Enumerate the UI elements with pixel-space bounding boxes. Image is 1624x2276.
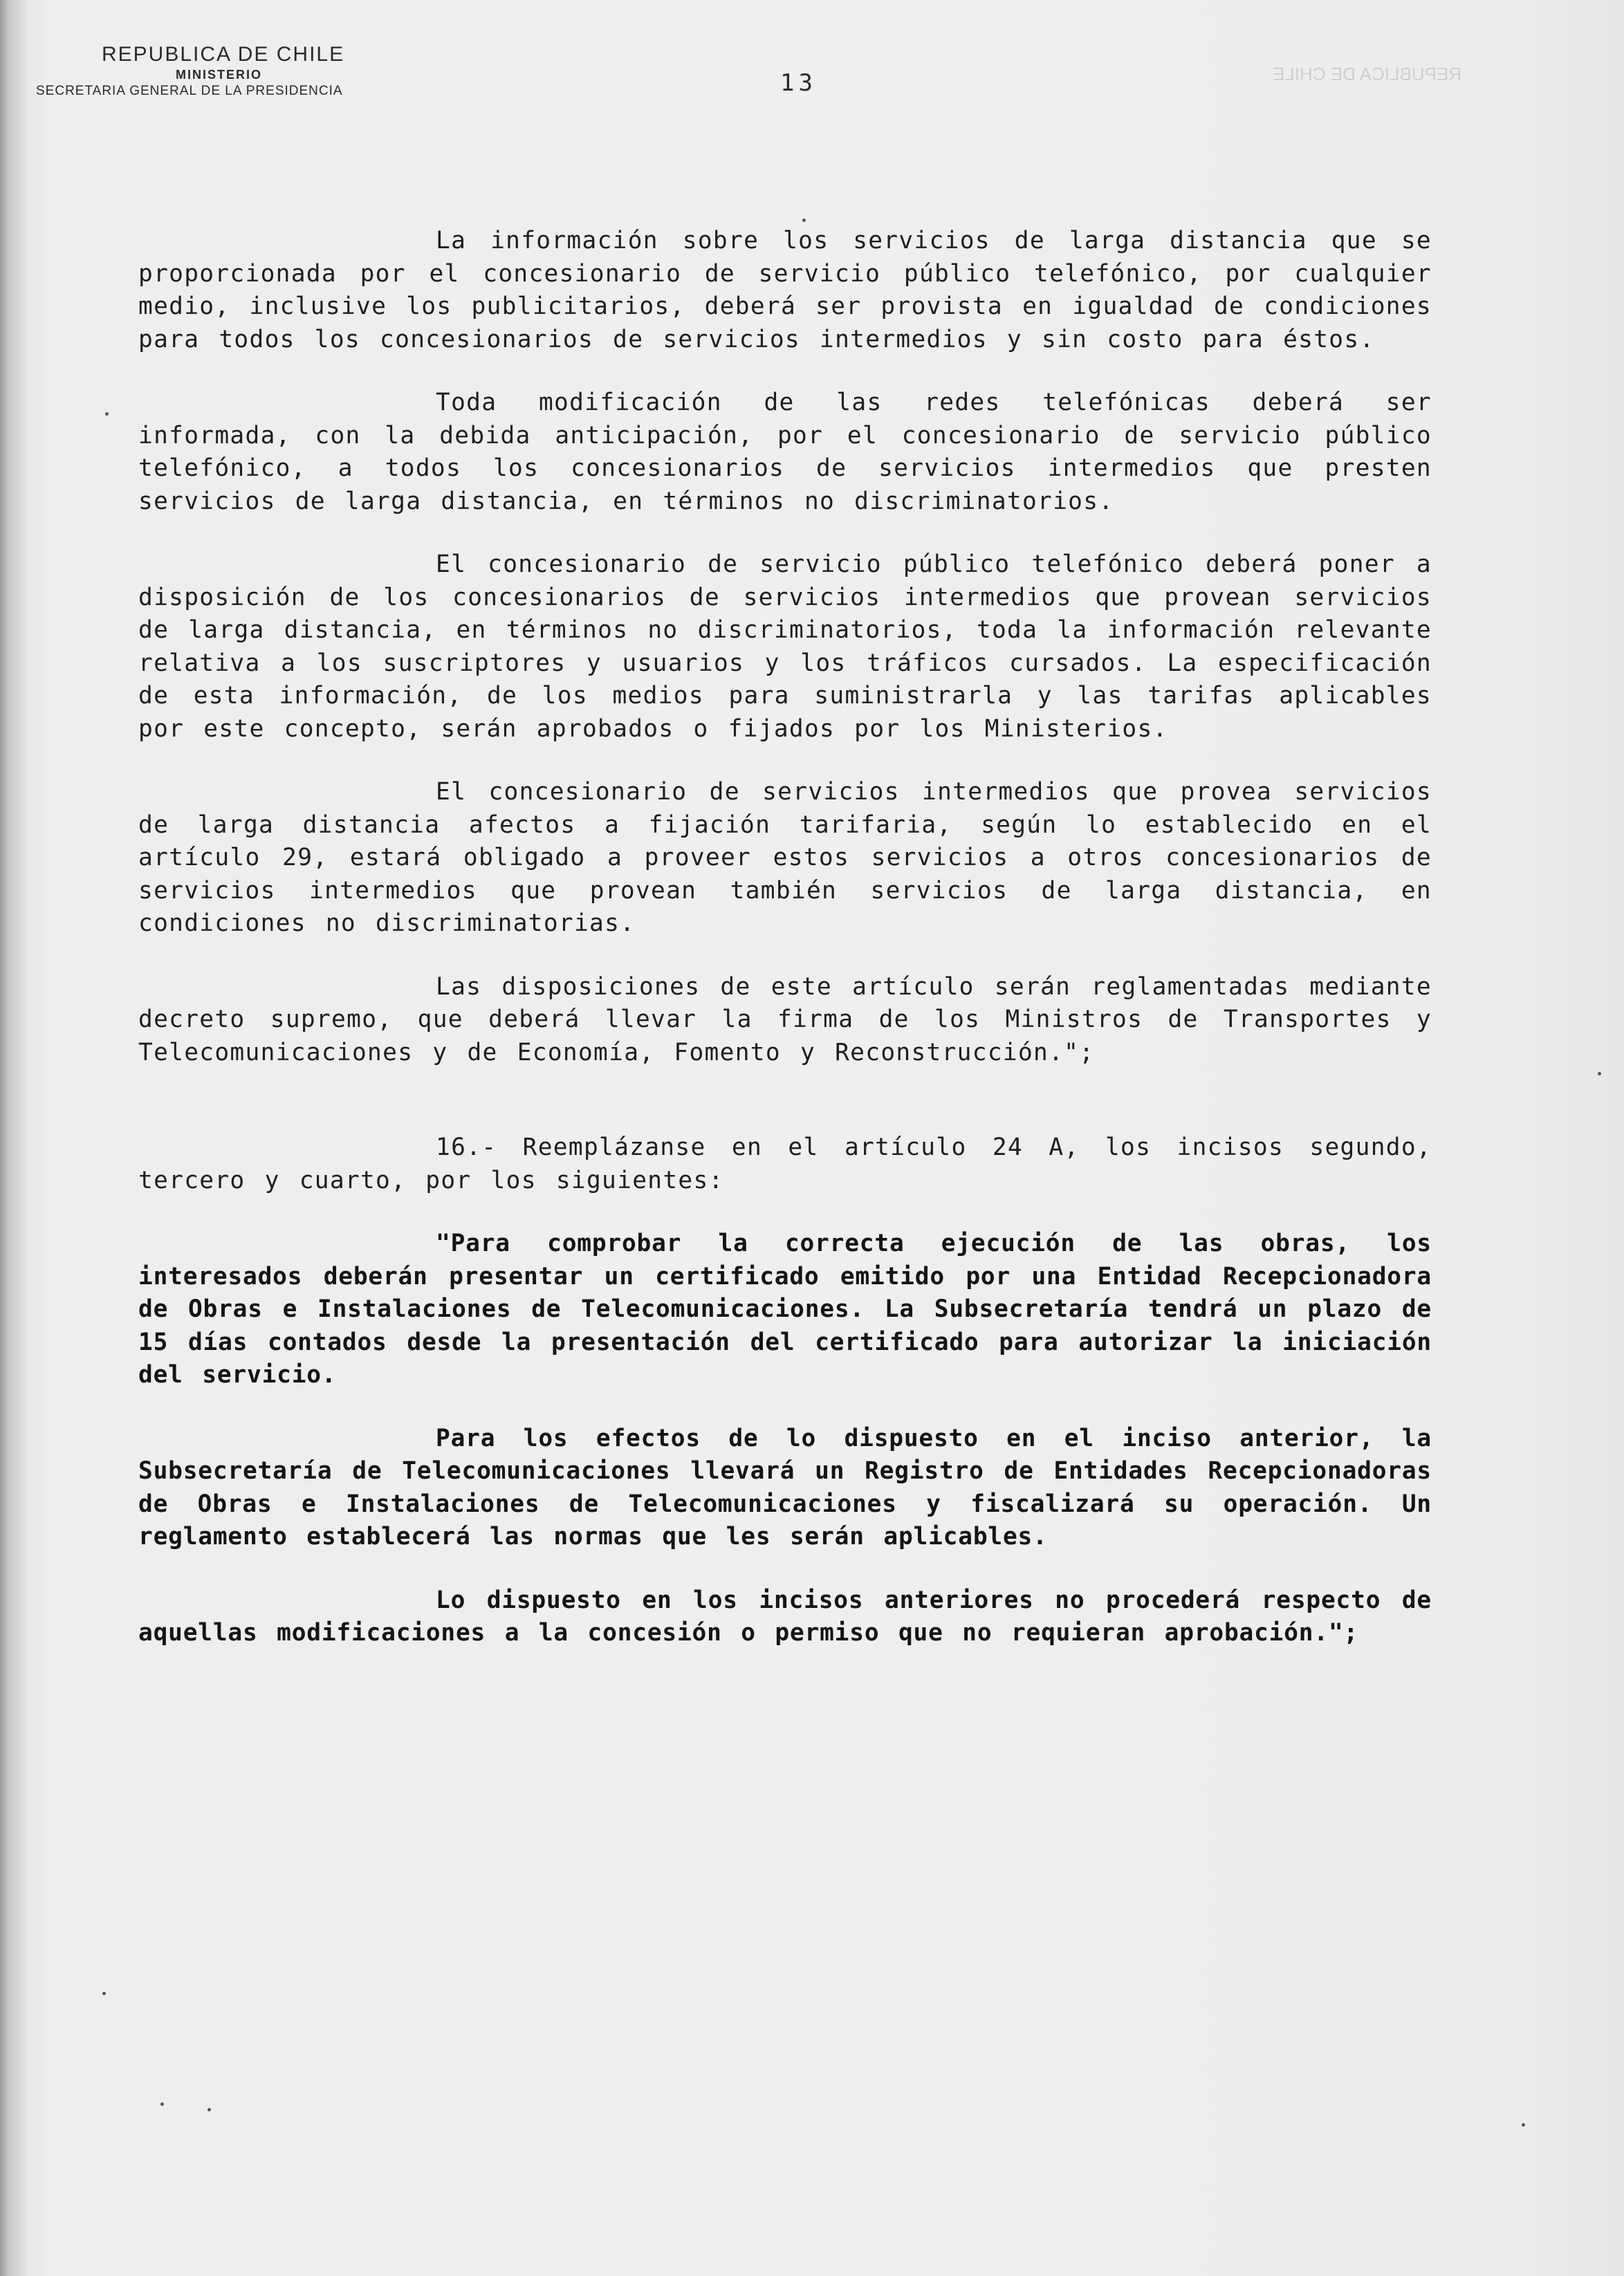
scan-speck [1598, 1072, 1601, 1075]
letterhead-department: SECRETARIA GENERAL DE LA PRESIDENCIA [36, 84, 343, 98]
scan-speck [802, 219, 806, 222]
letterhead-ministry-label: MINISTERIO [176, 68, 263, 82]
paragraph-2: Toda modificación de las redes telefónicas deberá ser informada, con la debida anticipación, por el concesionario de servicio público telefónico, a todos los concesionarios de servicios intermedios que presten servicios de larga distancia, en términos no discriminatorios. [138, 389, 1432, 515]
document-body [138, 225, 1432, 1681]
scan-speck [160, 2102, 164, 2106]
paragraph-6: 16.- Reemplázanse en el artículo 24 A, los incisos segundo, tercero y cuarto, por los siguientes: [138, 1134, 1432, 1194]
paragraph-5: Las disposiciones de este artículo serán reglamentadas mediante decreto supremo, que deberá llevar la firma de los Ministros de Transportes y Telecomunicaciones y de Economía, Fomento y Reconstrucción."; [138, 972, 1432, 1066]
paragraph-3: El concesionario de servicio público telefónico deberá poner a disposición de los concesionarios de servicios intermedios que provean servicios de larga distancia, en términos no discriminatorios, toda la información relevante relativa a los suscriptores y usuarios y los tráficos cursados. La especificación de esta información, de los medios para suministrarla y las tarifas aplicables por este concepto, serán aprobados o fijados por los Ministerios. [138, 551, 1432, 743]
scan-speck [105, 412, 109, 416]
paragraph-7: "Para comprobar la correcta ejecución de las obras, los interesados deberán presentar un certificado emitido por una Entidad Recepcionadora de Obras e Instalaciones de Telecomunicaciones. La Subsecretaría tendrá un plazo de 15 días contados desde la presentación del certificado para autorizar la iniciación del servicio. [138, 1230, 1432, 1389]
letterhead-country: REPUBLICA DE CHILE [102, 43, 345, 66]
page-number: 13 [780, 69, 817, 97]
paragraph-1: La información sobre los servicios de larga distancia que se proporcionada por el concesionario de servicio público telefónico, por cualquier medio, inclusive los publicitarios, deberá ser provista en igualdad de condiciones para todos los concesionarios de servicios intermedios y sin costo para éstos. [138, 227, 1432, 353]
paragraph-4: El concesionario de servicios intermedios que provea servicios de larga distancia afectos a fijación tarifaria, según lo establecido en el artículo 29, estará obligado a proveer estos servicios a otros concesionarios de servicios intermedios que provean también servicios de larga distancia, en condiciones no discriminatorias. [138, 778, 1432, 937]
paragraph-8: Para los efectos de lo dispuesto en el inciso anterior, la Subsecretaría de Telecomunicaciones llevará un Registro de Entidades Recepcionadoras de Obras e Instalaciones de Telecomunicaciones y fiscalizará su operación. Un reglamento establecerá las normas que les serán aplicables. [138, 1424, 1432, 1551]
scan-speck [1522, 2123, 1525, 2127]
scan-speck [102, 1992, 106, 1995]
paragraph-9: Lo dispuesto en los incisos anteriores no procederá respecto de aquellas modificaciones a la concesión o permiso que no requieran aprobación."; [138, 1586, 1432, 1647]
show-through-letterhead: REPUBLICA DE CHILE [1273, 64, 1462, 84]
scan-speck [207, 2108, 211, 2111]
letterhead [36, 43, 396, 100]
page-left-edge [0, 0, 28, 2276]
